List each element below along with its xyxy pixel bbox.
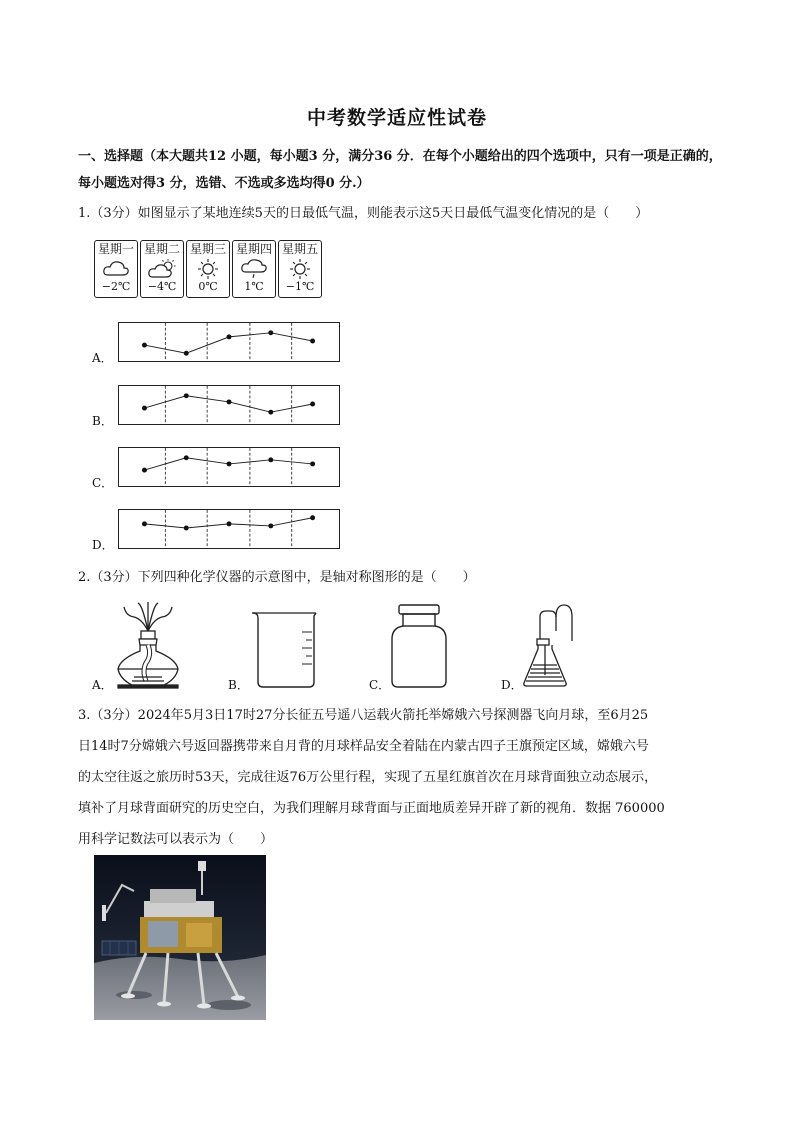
chart-point (310, 515, 315, 520)
weather-day: 星期二 (143, 242, 180, 256)
question-3-line: 日14时7分嫦娥六号返回器携带来自月背的月球样品安全着陆在内蒙古四子王旗预定区域，嫦娥六号 (78, 739, 649, 754)
chart-point (184, 455, 189, 460)
weather-temp: −1℃ (285, 280, 315, 293)
chart-point (142, 406, 147, 411)
chart-point (310, 461, 315, 466)
weather-day: 星期一 (97, 242, 134, 256)
weather-card-3 (186, 240, 230, 298)
option-a-chart[interactable] (118, 322, 340, 362)
chart-point (268, 410, 273, 415)
sun-icon (285, 258, 315, 280)
weather-temp: −4℃ (147, 280, 177, 293)
option-d-chart[interactable] (118, 509, 340, 549)
beaker-icon[interactable] (250, 610, 322, 690)
question-3-line: 3.（3分）2024年5月3日17时27分长征五号遥八运载火箭托举嫦娥六号探测器飞向月球，至6月25 (78, 708, 649, 723)
option-b-chart[interactable] (118, 385, 340, 425)
chart-point (310, 339, 315, 344)
chart-point (227, 334, 232, 339)
weather-card-4 (232, 240, 276, 298)
chart-point (184, 526, 189, 531)
question-3-line: 的太空往返之旅历时53天，完成往返76万公里行程，实现了五星红旗首次在月球背面独立动态展示， (78, 770, 658, 785)
option-c-chart[interactable] (118, 447, 340, 487)
partly-sunny-icon (147, 258, 177, 280)
question-2-text: 2.（3分）下列四种化学仪器的示意图中，是轴对称图形的是（ ） (78, 570, 476, 585)
option-b-label[interactable]: B． (228, 678, 249, 692)
option-b-label[interactable]: B． (92, 414, 113, 428)
alcohol-lamp-icon[interactable] (112, 601, 184, 689)
page-title: 中考数学适应性试卷 (306, 107, 487, 129)
weather-day: 星期四 (235, 242, 272, 256)
conical-flask-icon[interactable] (520, 597, 582, 689)
weather-temp: 0℃ (198, 280, 218, 293)
chart-point (268, 457, 273, 462)
question-3-line: 填补了月球背面研究的历史空白，为我们理解月球背面与正面地质差异开辟了新的视角．数据 760000 (78, 801, 665, 816)
weather-temp: 1℃ (244, 280, 264, 293)
option-a-label[interactable]: A． (92, 678, 113, 692)
cloud-icon (101, 258, 131, 280)
chart-point (142, 343, 147, 348)
weather-temp: −2℃ (101, 280, 131, 293)
weather-card-2 (140, 240, 184, 298)
question-3-text (78, 700, 728, 855)
chart-point (142, 468, 147, 473)
section-heading: 一、选择题（本大题共12 小题，每小题3 分，满分36 分．在每个小题给出的四个选项中，只有一项是正确的，每小题选对得3 分，选错、不选或多选均得0 分.） (78, 149, 722, 191)
reagent-bottle-icon[interactable] (389, 603, 449, 689)
option-c-label[interactable]: C． (92, 476, 114, 490)
question-1-text: 1.（3分）如图显示了某地连续5天的日最低气温，则能表示这5天日最低气温变化情况的是（ ） (78, 206, 649, 221)
option-c-label[interactable]: C． (369, 678, 391, 692)
chart-point (142, 521, 147, 526)
weather-day: 星期三 (189, 242, 226, 256)
chart-point (268, 523, 273, 528)
chart-point (268, 330, 273, 335)
chart-point (184, 351, 189, 356)
chart-point (227, 399, 232, 404)
sun-icon (193, 258, 223, 280)
option-a-label[interactable]: A． (92, 351, 113, 365)
weather-card-5 (278, 240, 322, 298)
chart-point (227, 461, 232, 466)
question-3-line: 用科学记数法可以表示为（ ） (78, 832, 274, 847)
option-d-label[interactable]: D． (501, 678, 523, 692)
weather-card-1 (94, 240, 138, 298)
cloud-rain-icon (239, 258, 269, 280)
chang-e-6-lander-photo (94, 855, 266, 1020)
weather-day: 星期五 (281, 242, 318, 256)
chart-point (310, 402, 315, 407)
chart-point (227, 521, 232, 526)
option-d-label[interactable]: D． (92, 538, 114, 552)
chart-point (184, 393, 189, 398)
